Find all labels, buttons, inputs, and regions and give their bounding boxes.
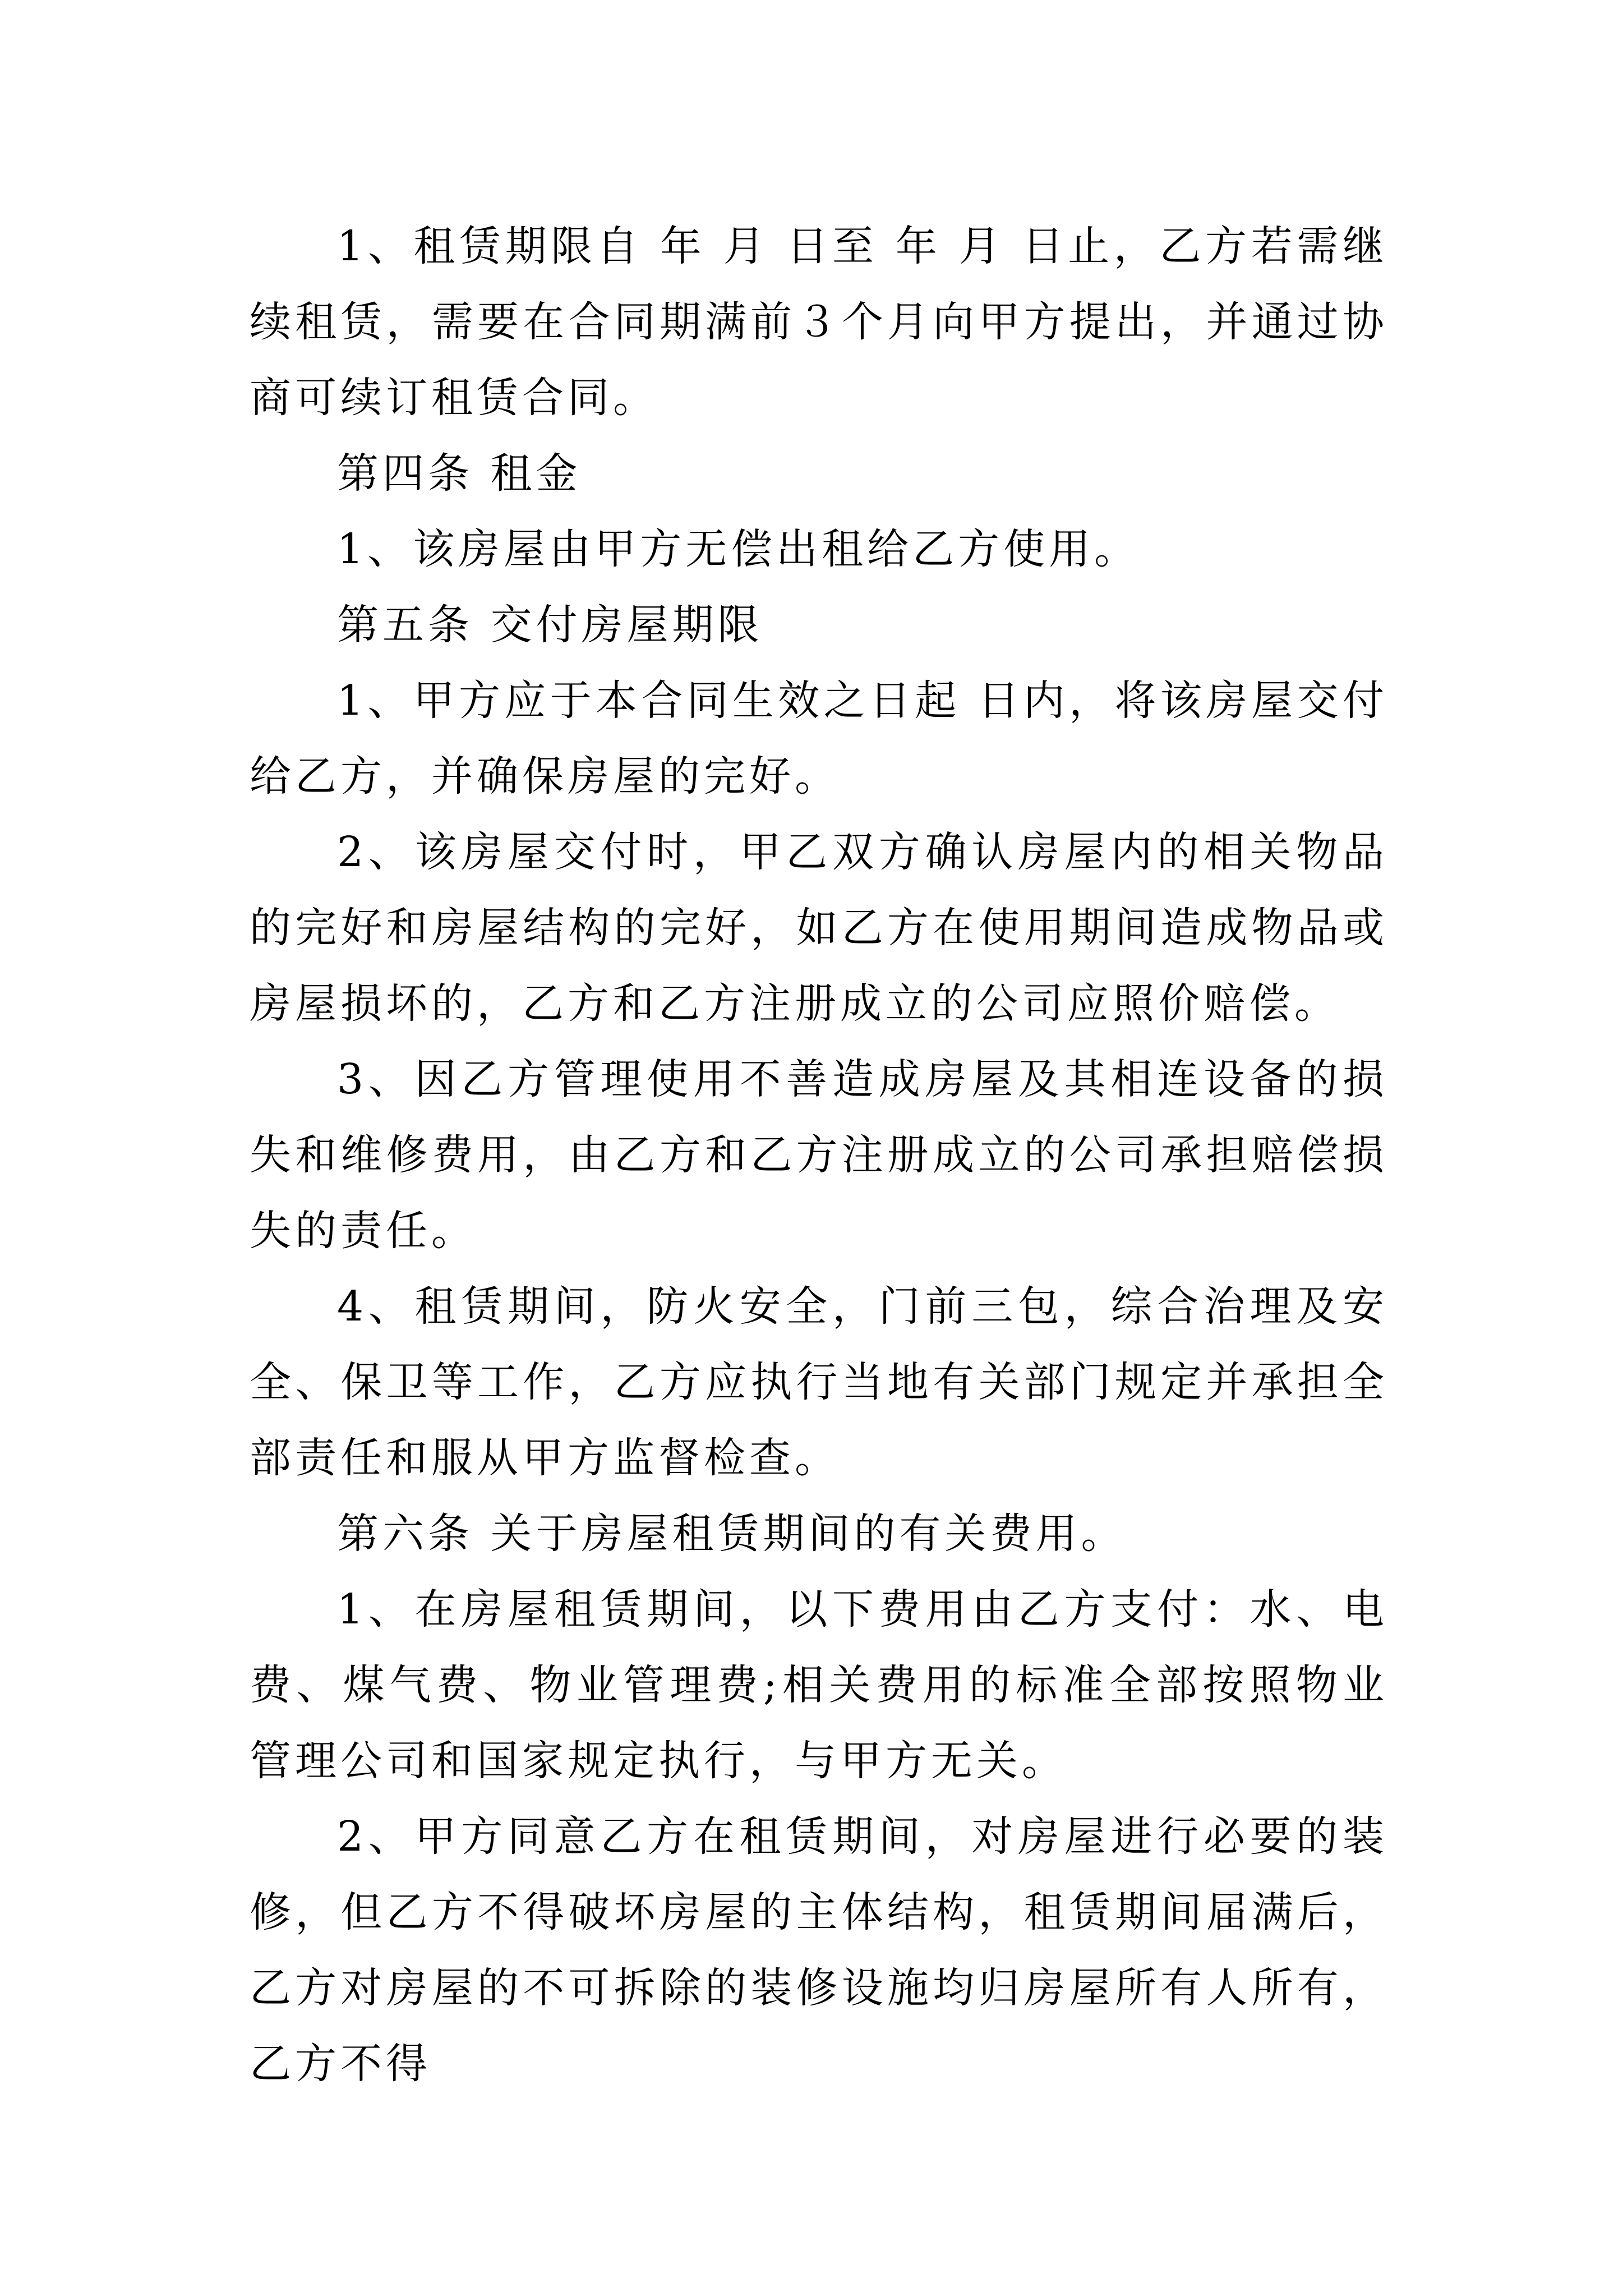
paragraph-fees-2: 2、甲方同意乙方在租赁期间，对房屋进行必要的装修，但乙方不得破坏房屋的主体结构，租赁期间届满后，乙方对房屋的不可拆除的装修设施均归房屋所有人所有，乙方不得 xyxy=(250,1812,1388,2088)
heading-article-6-fees: 第六条 关于房屋租赁期间的有关费用。 xyxy=(337,1510,1127,1558)
paragraph-delivery-4: 4、租赁期间，防火安全，门前三包，综合治理及安全、保卫等工作，乙方应执行当地有关部门规定并承担全部责任和服从甲方监督检查。 xyxy=(250,1282,1388,1482)
paragraph-fees-1: 1、在房屋租赁期间，以下费用由乙方支付：水、电费、煤气费、物业管理费;相关费用的标准全部按照物业管理公司和国家规定执行，与甲方无关。 xyxy=(250,1585,1388,1785)
paragraph-rent-free: 1、该房屋由甲方无偿出租给乙方使用。 xyxy=(337,525,1140,573)
document-body xyxy=(250,209,1388,2102)
paragraph-delivery-3: 3、因乙方管理使用不善造成房屋及其相连设备的损失和维修费用，由乙方和乙方注册成立的公司承担赔偿损失的责任。 xyxy=(250,1055,1388,1255)
paragraph-delivery-2: 2、该房屋交付时，甲乙双方确认房屋内的相关物品的完好和房屋结构的完好，如乙方在使用期间造成物品或房屋损坏的，乙方和乙方注册成立的公司应照价赔偿。 xyxy=(250,828,1388,1028)
heading-article-4-rent: 第四条 租金 xyxy=(337,449,582,498)
heading-article-5-delivery: 第五条 交付房屋期限 xyxy=(337,601,763,649)
paragraph-delivery-1: 1、甲方应于本合同生效之日起 日内，将该房屋交付给乙方，并确保房屋的完好。 xyxy=(250,677,1388,800)
paragraph-lease-term: 1、租赁期限自 年 月 日至 年 月 日止，乙方若需继续租赁，需要在合同期满前３个月向甲方提出，并通过协商可续订租赁合同。 xyxy=(250,222,1388,422)
